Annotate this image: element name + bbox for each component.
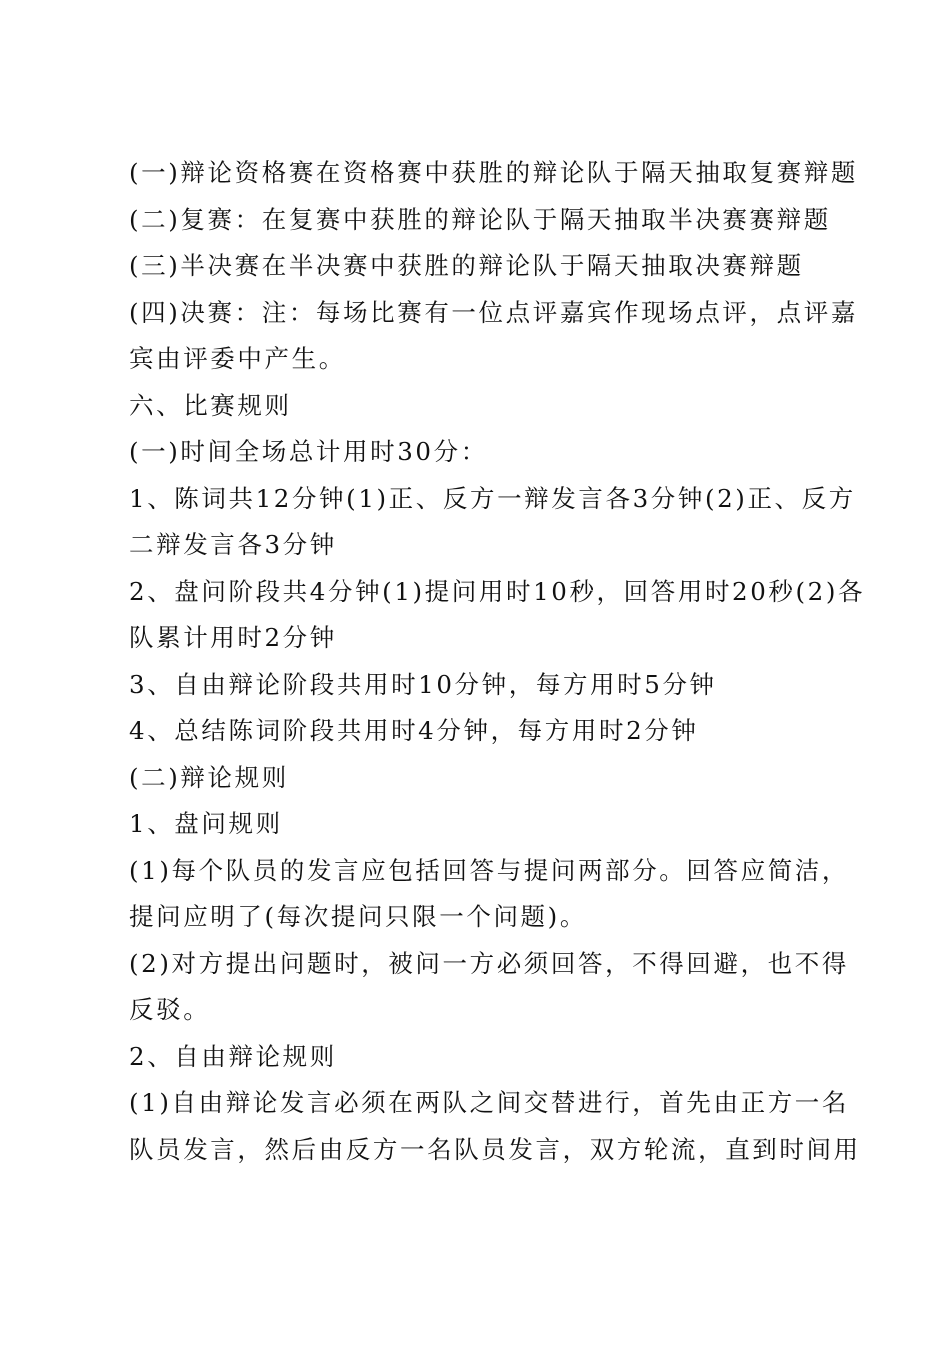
text-line: (二)复赛：在复赛中获胜的辩论队于隔天抽取半决赛赛辩题	[129, 204, 831, 234]
document-body	[129, 150, 866, 1173]
text-line: (三)半决赛在半决赛中获胜的辩论队于隔天抽取决赛辩题	[129, 251, 804, 280]
text-line: 4、总结陈词阶段共用时4分钟，每方用时2分钟	[129, 716, 699, 745]
text-line: 提问应明了(每次提问只限一个问题)。	[129, 902, 587, 931]
text-line: (一)时间全场总计用时30分：	[129, 437, 488, 466]
text-line: 1、陈词共12分钟(1)正、反方一辩发言各3分钟(2)正、反方	[129, 483, 856, 513]
text-line: 宾由评委中产生。	[129, 344, 346, 373]
text-line: 2、盘问阶段共4分钟(1)提问用时10秒，回答用时20秒(2)各	[129, 576, 866, 606]
text-line: (一)辩论资格赛在资格赛中获胜的辩论队于隔天抽取复赛辩题	[129, 158, 858, 187]
subsection-heading: 1、盘问规则	[129, 809, 283, 838]
subsection-heading: 2、自由辩论规则	[129, 1041, 337, 1071]
text-line: 队员发言，然后由反方一名队员发言，双方轮流，直到时间用	[129, 1134, 861, 1164]
text-line: 反驳。	[129, 995, 211, 1024]
text-line: (1)自由辩论发言必须在两队之间交替进行，首先由正方一名	[129, 1088, 850, 1117]
text-line: (四)决赛：注：每场比赛有一位点评嘉宾作现场点评，点评嘉	[129, 297, 858, 327]
subsection-heading: (二)辩论规则	[129, 762, 289, 792]
text-line: 队累计用时2分钟	[129, 623, 337, 652]
text-line: 3、自由辩论阶段共用时10分钟，每方用时5分钟	[129, 669, 717, 699]
section-heading: 六、比赛规则	[129, 390, 292, 420]
text-line: (1)每个队员的发言应包括回答与提问两部分。回答应简洁，	[129, 855, 850, 885]
text-line: (2)对方提出问题时，被问一方必须回答，不得回避，也不得	[129, 948, 850, 978]
text-line: 二辩发言各3分钟	[129, 530, 337, 559]
